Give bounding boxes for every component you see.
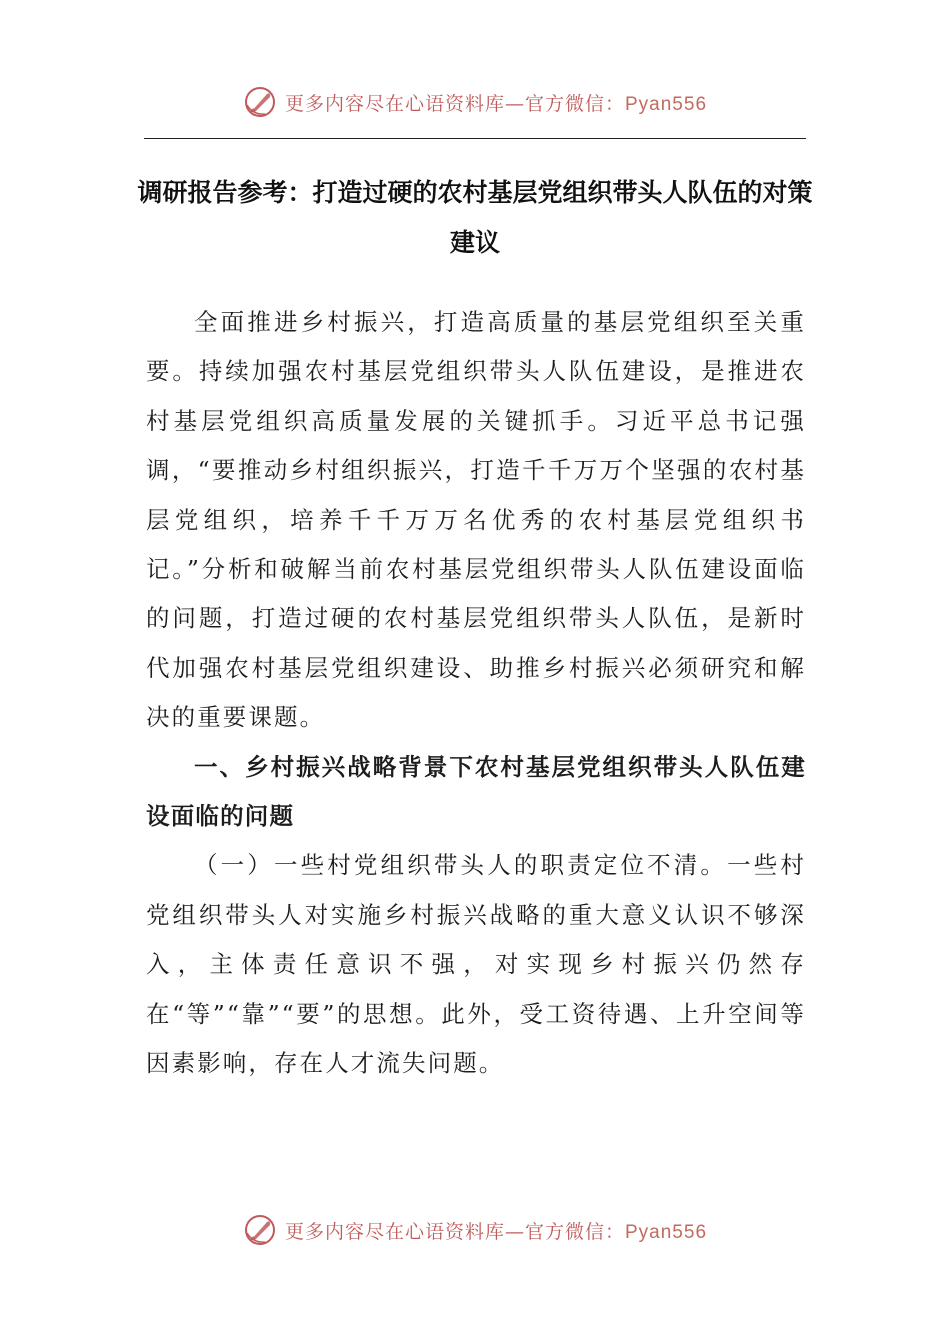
intro-paragraph: 全面推进乡村振兴，打造高质量的基层党组织至关重要。持续加强农村基层党组织带头人队伍建设，是推进农村基层党组织高质量发展的关键抓手。习近平总书记强调，“要推动乡村组织振兴，打造千千万万个坚强的农村基层党组织，培养千千万万名优秀的农村基层党组织书记。”分析和破解当前农村基层党组织带头人队伍建设面临的问题，打造过硬的农村基层党组织带头人队伍，是新时代加强农村基层党组织建设、助推乡村振兴必须研究和解决的重要课题。 — [146, 308, 806, 732]
document-title: 调研报告参考：打造过硬的农村基层党组织带头人队伍的对策建议 — [137, 178, 813, 257]
watermark-footer — [0, 1208, 950, 1252]
quill-pen-logo-icon — [243, 1213, 277, 1247]
header-divider — [144, 138, 806, 139]
document-body — [146, 298, 806, 1089]
watermark-text: 更多内容尽在心语资料库—官方微信：Pyan556 — [284, 92, 708, 115]
subsection-paragraph: （一）一些村党组织带头人的职责定位不清。一些村党组织带头人对实施乡村振兴战略的重大意义认识不够深入，主体责任意识不强，对实现乡村振兴仍然存在“等”“靠”“要”的思想。此外，受工资待遇、上升空间等因素影响，存在人才流失问题。 — [146, 851, 806, 1078]
watermark-wechat-id: Pyan556 — [625, 93, 708, 115]
quill-pen-logo-icon — [243, 85, 277, 119]
section-heading: 一、乡村振兴战略背景下农村基层党组织带头人队伍建设面临的问题 — [146, 752, 806, 831]
watermark-text: 更多内容尽在心语资料库—官方微信：Pyan556 — [284, 1220, 708, 1243]
watermark-header — [0, 80, 950, 124]
watermark-wechat-id: Pyan556 — [625, 1221, 708, 1243]
